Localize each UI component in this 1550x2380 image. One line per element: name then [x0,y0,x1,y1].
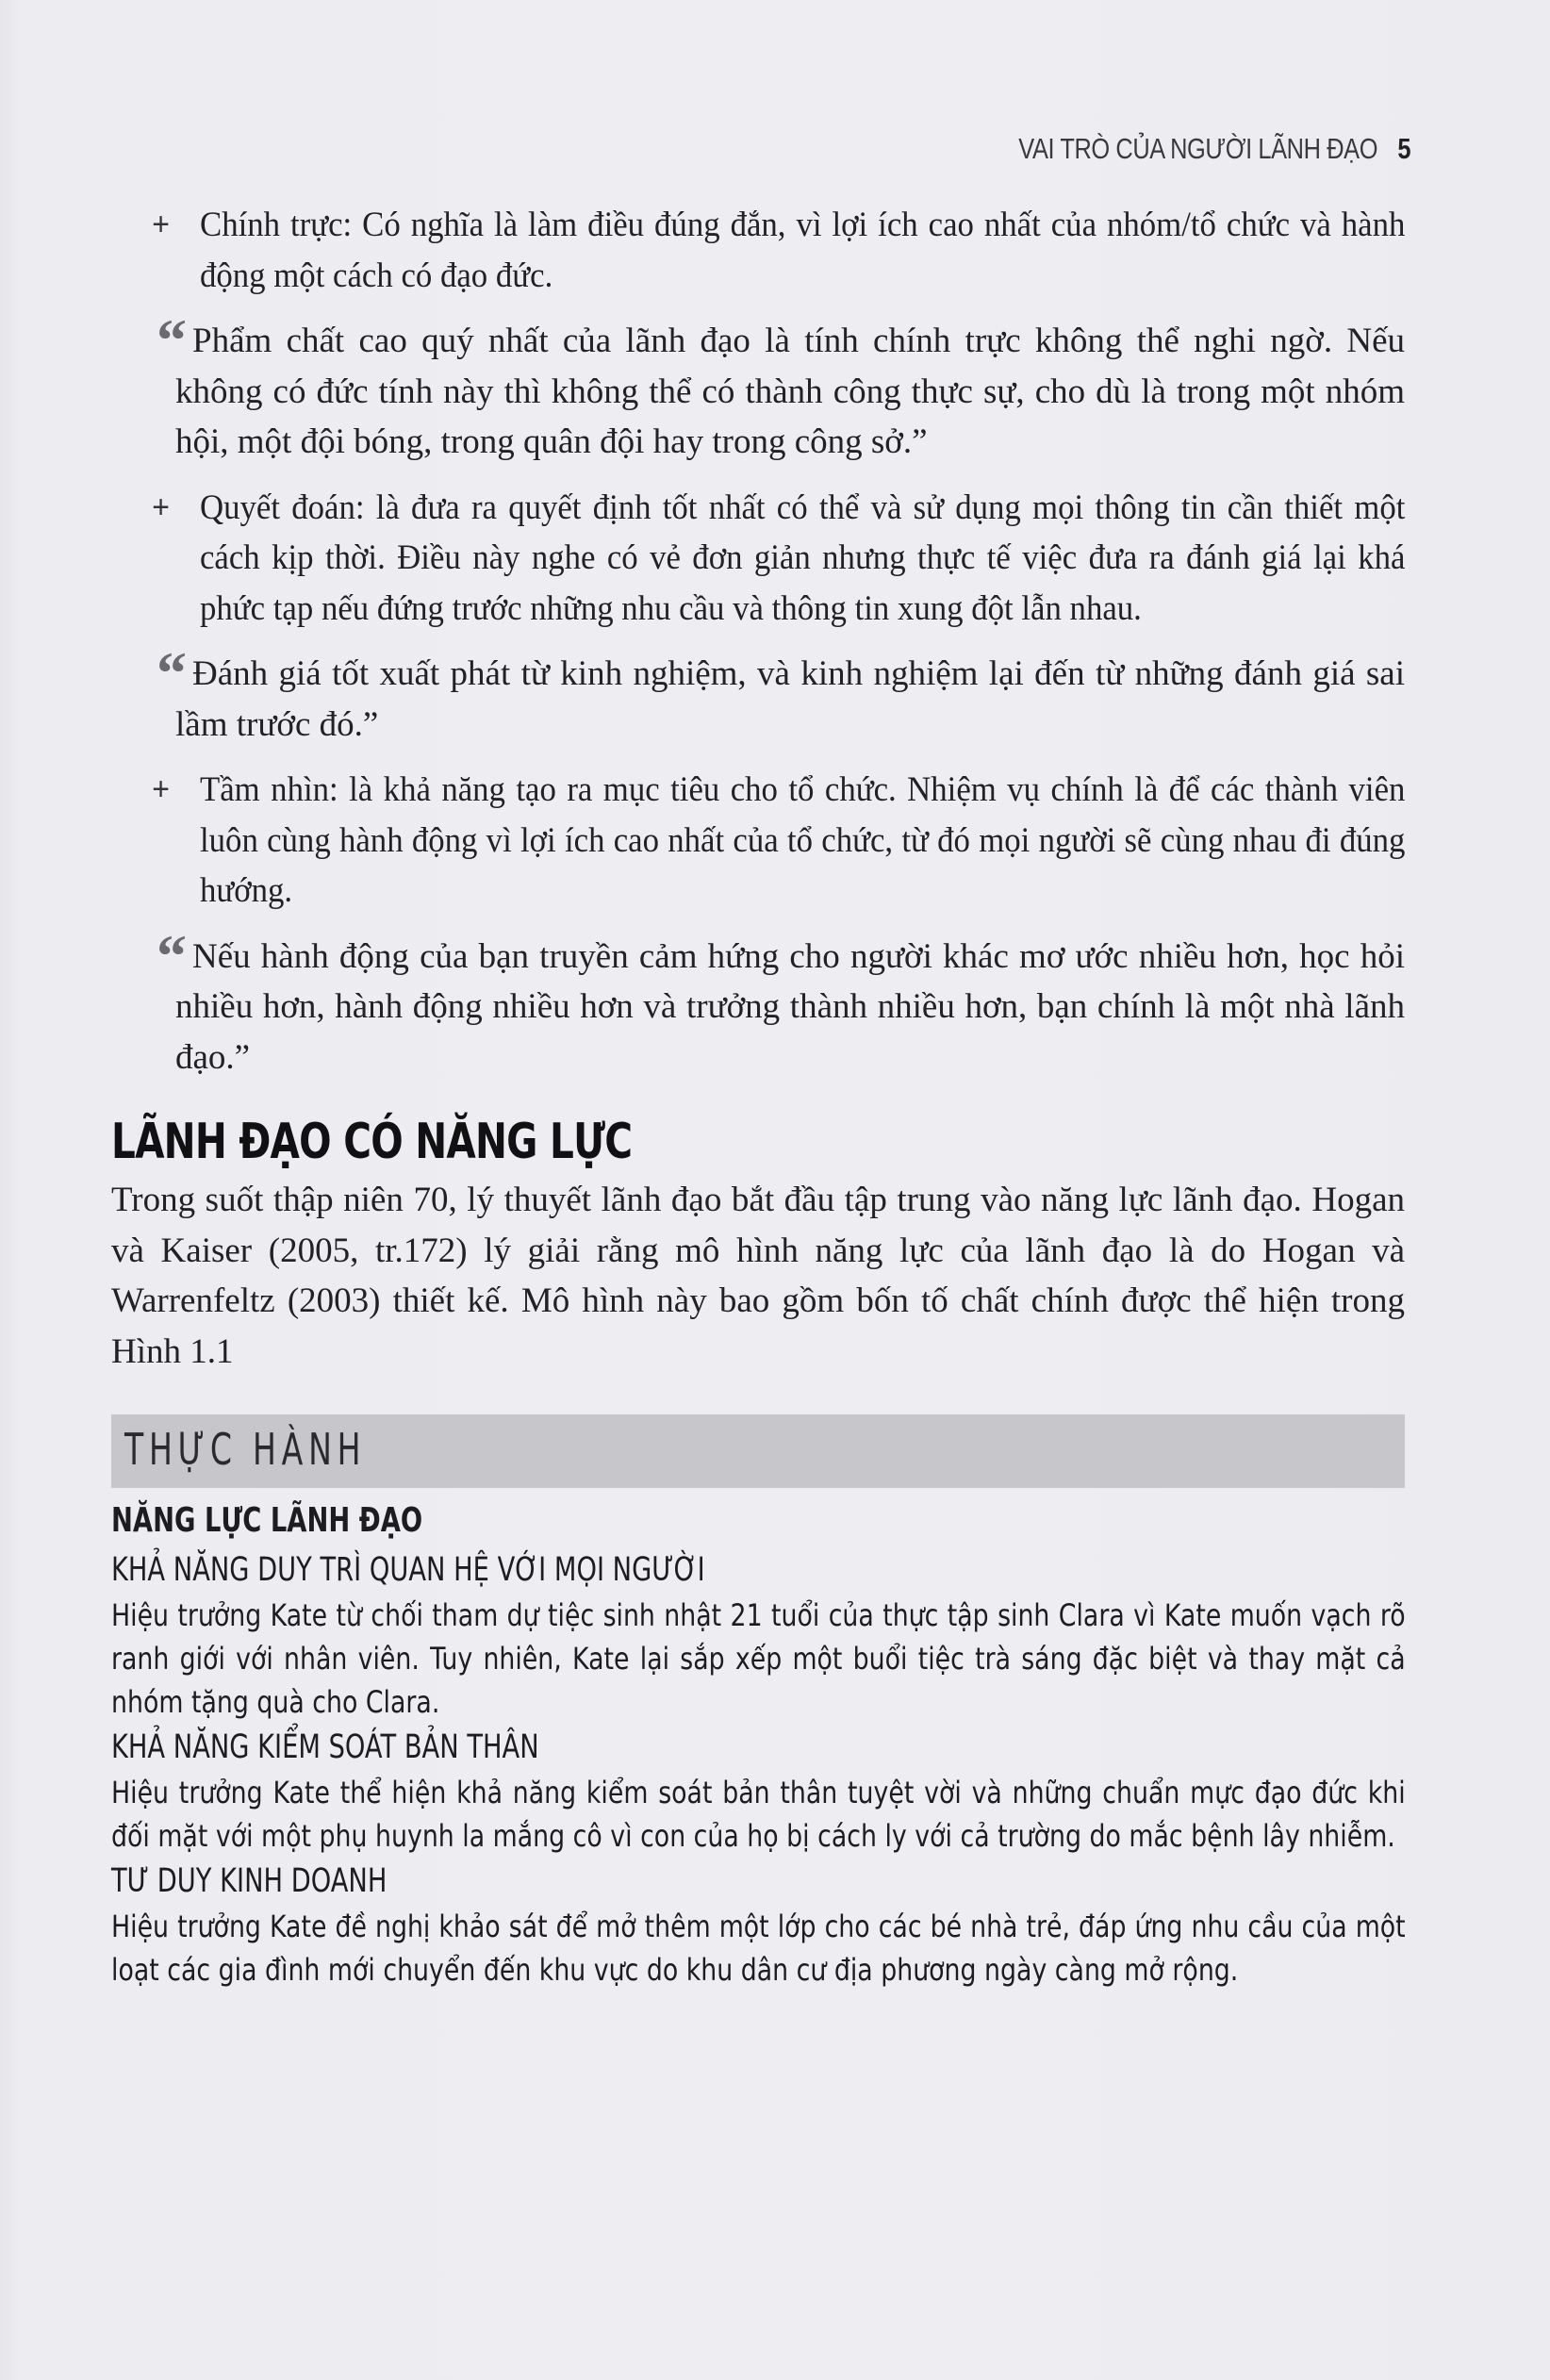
bullet-integrity [111,200,1405,301]
practice-item-heading: KHẢ NĂNG DUY TRÌ QUAN HỆ VỚI MỌI NGƯỜI [111,1551,705,1589]
quote-text: Nếu hành động của bạn truyền cảm hứng cho người khác mơ ước nhiều hơn, học hỏi nhiều hơn, hành động nhiều hơn và trưởng thành nhiều hơn, bạn chính là một nhà lãnh đạo.” [175,936,1405,1077]
open-quote-icon: “ [157,921,187,989]
page-number: 5 [1397,132,1410,165]
practice-item-heading: TƯ DUY KINH DOANH [111,1862,388,1900]
section-paragraph: Trong suốt thập niên 70, lý thuyết lãnh đạo bắt đầu tập trung vào năng lực lãnh đạo. Hogan và Kaiser (2005, tr.172) lý giải rằng mô hình năng lực của lãnh đạo là do Hogan và Warrenfeltz (2003) thiết kế. Mô hình này bao gồm bốn tố chất chính được thể hiện trong Hình 1.1 [111,1181,1405,1371]
practice-banner [111,1414,1405,1488]
plus-bullet-icon: + [152,488,170,525]
practice-item-body: Hiệu trưởng Kate đề nghị khảo sát để mở thêm một lớp cho các bé nhà trẻ, đáp ứng nhu cầu của một loạt các gia đình mới chuyển đến khu vực do khu dân cư địa phương ngày càng mở rộng. [111,1909,1406,1988]
quote-judgment [111,639,1405,750]
practice-item-heading: KHẢ NĂNG KIỂM SOÁT BẢN THÂN [111,1728,539,1766]
bullet-text: Chính trực: Có nghĩa là làm điều đúng đắn, vì lợi ích cao nhất của nhóm/tổ chức và hành động một cách có đạo đức. [200,206,1406,295]
bullet-text: Quyết đoán: là đưa ra quyết định tốt nhất có thể và sử dụng mọi thông tin cần thiết một cách kịp thời. Điều này nghe có vẻ đơn giản nhưng thực tế việc đưa ra đánh giá lại khá phức tạp nếu đứng trước những nhu cầu và thông tin xung đột lẫn nhau. [200,488,1406,628]
running-header [1018,132,1410,166]
bullet-vision [111,765,1405,917]
practice-content [111,1496,1405,1992]
open-quote-icon: “ [157,306,187,373]
plus-bullet-icon: + [152,771,170,807]
practice-title: NĂNG LỰC LÃNH ĐẠO [111,1501,423,1540]
quote-text: Đánh giá tốt xuất phát từ kinh nghiệm, và kinh nghiệm lại đến từ những đánh giá sai lầm trước đó.” [175,654,1405,744]
practice-banner-label: THỰC HÀNH [124,1424,367,1475]
quote-integrity [111,306,1405,468]
plus-bullet-icon: + [152,207,170,242]
bullet-text: Tầm nhìn: là khả năng tạo ra mục tiêu cho tổ chức. Nhiệm vụ chính là để các thành viên luôn cùng hành động vì lợi ích cao nhất của tổ chức, từ đó mọi người sẽ cùng nhau đi đúng hướng. [200,770,1406,910]
page-body [111,200,1405,1992]
quote-inspiration [111,921,1405,1083]
practice-item-body: Hiệu trưởng Kate từ chối tham dự tiệc sinh nhật 21 tuổi của thực tập sinh Clara vì Kate muốn vạch rõ ranh giới với nhân viên. Tuy nhiên, Kate lại sắp xếp một buổi tiệc trà sáng đặc biệt và thay mặt cả nhóm tặng quà cho Clara. [111,1597,1406,1720]
bullet-decisiveness [111,483,1405,635]
quote-text: Phẩm chất cao quý nhất của lãnh đạo là tính chính trực không thể nghi ngờ. Nếu không có đức tính này thì không thể có thành công thực sự, cho dù là trong một nhóm hội, một đội bóng, trong quân đội hay trong công sở.” [175,322,1405,461]
section-heading: LÃNH ĐẠO CÓ NĂNG LỰC [111,1114,633,1170]
practice-item-body: Hiệu trưởng Kate thể hiện khả năng kiểm soát bản thân tuyệt vời và những chuẩn mực đạo đức khi đối mặt với một phụ huynh la mắng cô vì con của họ bị cách ly với cả trường do mắc bệnh lây nhiễm. [111,1775,1406,1854]
chapter-title: VAI TRÒ CỦA NGƯỜI LÃNH ĐẠO [1018,132,1377,165]
open-quote-icon: “ [157,639,187,706]
